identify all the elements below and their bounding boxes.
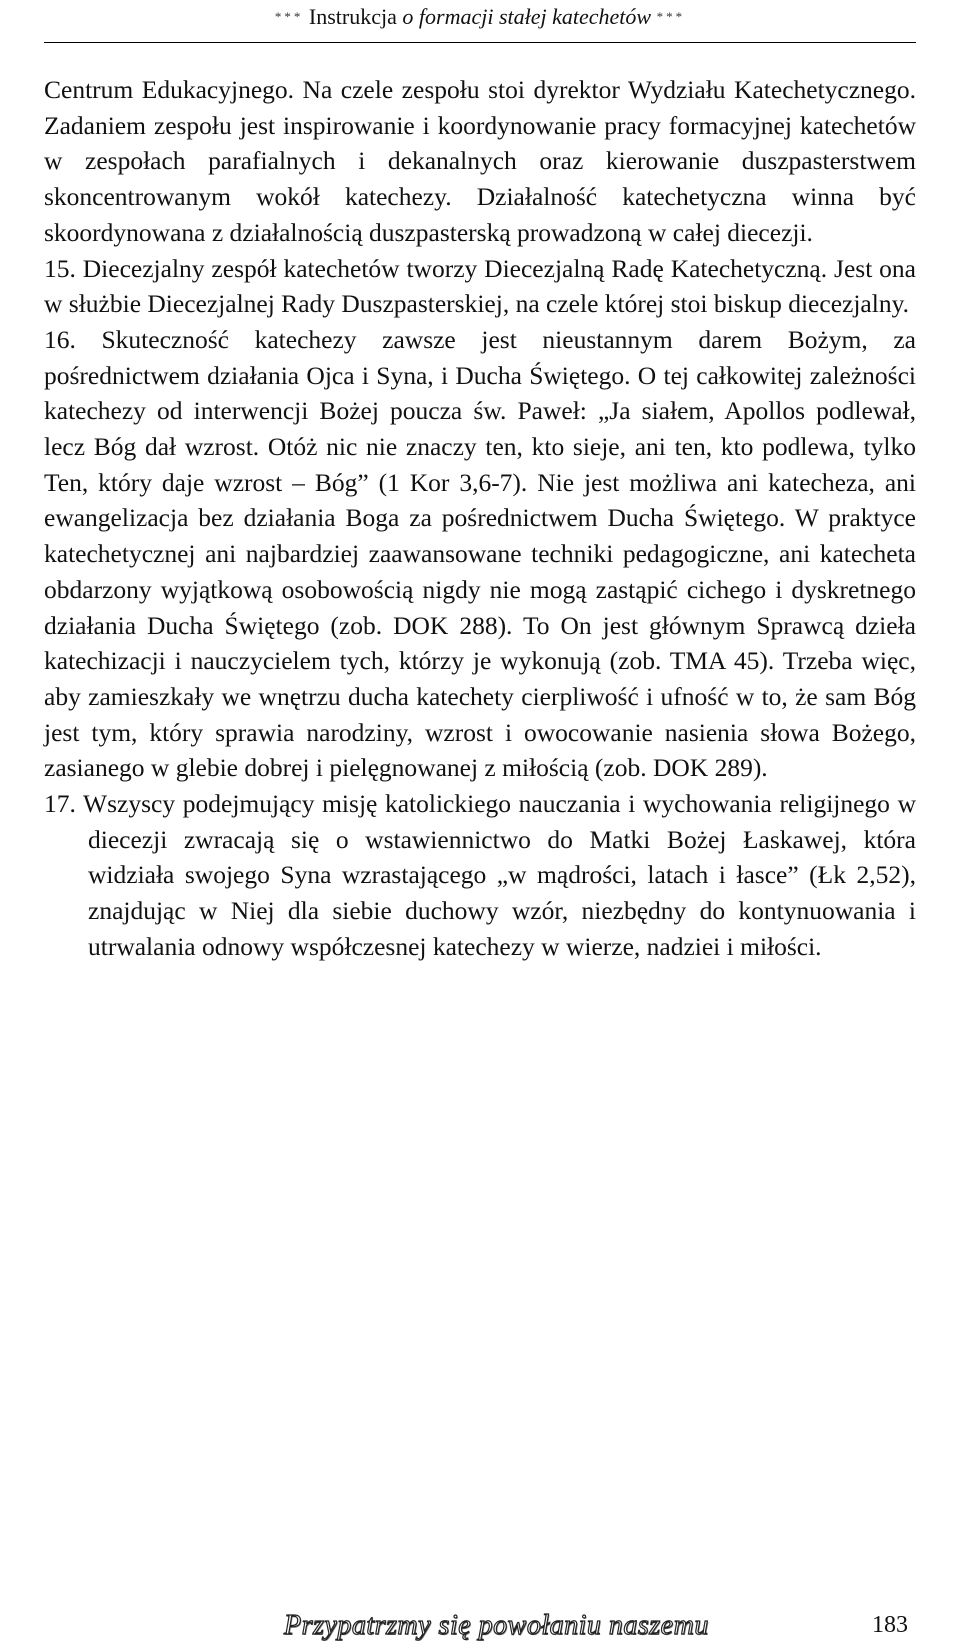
- paragraph-continuation: Centrum Edukacyjnego. Na czele zespołu stoi dyrektor Wydziału Katechetycznego. Zadaniem zespołu jest inspirowanie i koordynowanie pracy formacyjnej katechetów w zespołach parafialnych i dekanalnych oraz kierowanie duszpasterstwem skoncentrowanym wokół katechezy. Działalność katechetyczna winna być skoordynowana z działalnością duszpasterską prowadzoną w całej diecezji.: [44, 75, 916, 247]
- header-stars-left: ***: [274, 9, 304, 24]
- paragraph-15-text: Diecezjalny zespół katechetów tworzy Diecezjalną Radę Katechetyczną. Jest ona w służbie Diecezjalnej Rady Duszpasterskiej, na czele której stoi biskup diecezjalny.: [44, 253, 916, 319]
- paragraph-17: [44, 786, 916, 965]
- header-text: Instrukcja: [308, 4, 403, 29]
- paragraph-17-text: Wszyscy podejmujący misję katolickiego nauczania i wychowania religijnego w diecezji zwracają się o wstawiennictwo do Matki Bożej Łaskawej, która widziała swojego Syna wzrastającego „w mądrości, latach i łasce” (Łk 2,52), znajdując w Niej dla siebie duchowy wzór, niezbędny do kontynuowania i utrwalania odnowy współczesnej katechezy w wierze, nadziei i miłości.: [75, 789, 916, 961]
- document-body: [44, 72, 916, 965]
- paragraph-number-15: 15.: [44, 253, 76, 283]
- footer-title: Przypatrzmy się powołaniu naszemu: [284, 1610, 709, 1641]
- page-number: 183: [872, 1612, 908, 1638]
- header-text-italic: o formacji stałej katechetów: [402, 4, 652, 29]
- paragraph-number-16: 16.: [44, 324, 76, 354]
- paragraph-16-text: Skuteczność katechezy zawsze jest nieustannym darem Bożym, za pośrednictwem działania Ojca i Syna, i Ducha Świętego. O tej całkowitej zależności katechezy od interwencji Bożej poucza św. Paweł: „Ja siałem, Apollos podlewał, lecz Bóg dał wzrost. Otóż nic nie znaczy ten, kto sieje, ani ten, kto podlewa, tylko Ten, który daje wzrost – Bóg” (1 Kor 3,6-7). Nie jest możliwa ani katecheza, ani ewangelizacja bez działania Boga za pośrednictwem Ducha Świętego. W praktyce katechetycznej ani najbardziej zaawansowane techniki pedagogiczne, ani katecheta obdarzony wyjątkową osobowością nigdy nie mogą zastąpić cichego i dyskretnego działania Ducha Świętego (zob. DOK 288). To On jest głównym Sprawcą dzieła katechizacji i nauczycielem tych, którzy je wykonują (zob. TMA 45). Trzeba więc, aby zamieszkały we wnętrzu ducha katechety cierpliwość i ufność w to, że sam Bóg jest tym, który sprawia narodziny, wzrost i owocowanie nasienia słowa Bożego, zasianego w glebie dobrej i pielęgnowanej z miłością (zob. DOK 289).: [44, 324, 916, 783]
- header-stars-right: ***: [656, 9, 686, 24]
- running-footer: [44, 1610, 916, 1646]
- paragraph-number-17: 17.: [44, 789, 76, 819]
- paragraph-16: [44, 322, 916, 786]
- header-rule: [44, 42, 916, 43]
- running-header: [0, 4, 960, 30]
- paragraph-15: [44, 251, 916, 322]
